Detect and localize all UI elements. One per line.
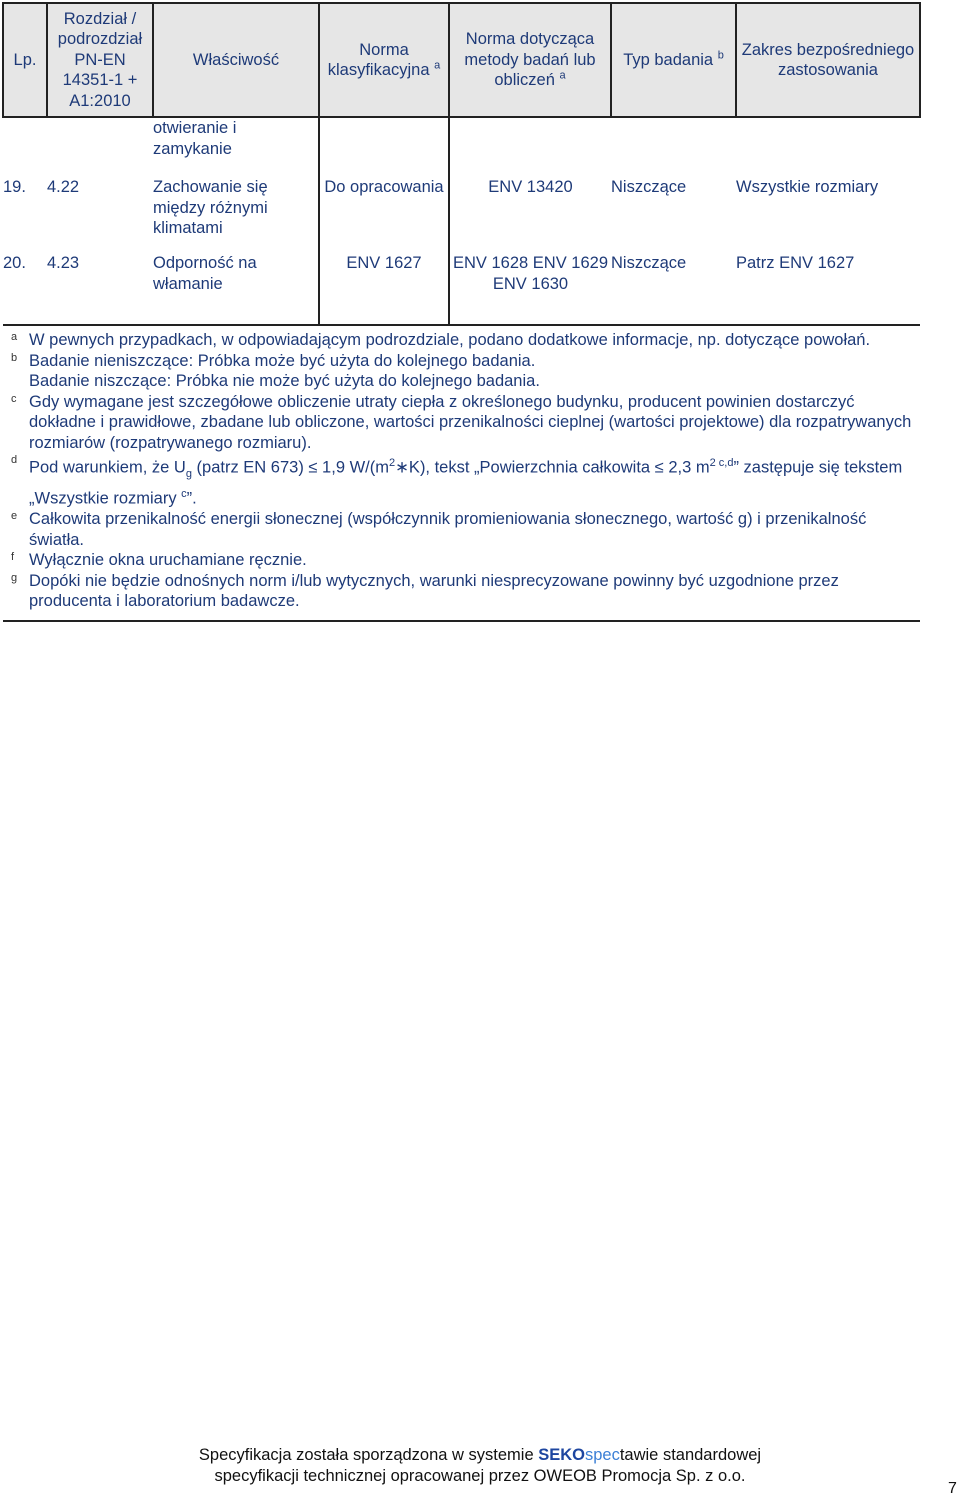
page-footer xyxy=(0,1445,960,1487)
header-lp: Lp. xyxy=(3,3,47,117)
table-row xyxy=(3,253,920,325)
cell-typ-badania: Niszczące xyxy=(611,254,687,272)
cell-zakres: Wszystkie rozmiary xyxy=(736,178,879,196)
cell-lp: 19. xyxy=(3,178,26,196)
header-typ-badania: Typ badania $^b$ xyxy=(611,3,736,117)
cell-lp xyxy=(3,117,47,177)
table-row xyxy=(3,177,920,253)
cell-norma-klasyfikacyjna xyxy=(319,117,449,177)
header-norma-metody: Norma dotycząca metody badań lub obliczeń $^a$ xyxy=(449,3,611,117)
header-rozdzial: Rozdział / podrozdział PN-EN 14351-1 + A1:2010 xyxy=(47,3,153,117)
footnote-a: a W pewnych przypadkach, w odpowiadającym podrozdziale, podano dodatkowe informacje, np. dotyczące powołań. xyxy=(11,331,871,349)
footnote-b: b Badanie nieniszczące: Próbka może być użyta do kolejnego badania. xyxy=(11,351,536,370)
cell-typ-badania xyxy=(611,117,736,177)
cell-rozdzial: 4.23 xyxy=(47,254,80,272)
cell-lp: 20. xyxy=(3,254,26,272)
footnote-c: c Gdy wymagane jest szczegółowe obliczenie utraty ciepła z określonego budynku, producent powinien dostarczyć dokładne i prawidłowe, zbadane lub obliczone, wartości przenikalności cieplnej (wartości projektowe) dla rozpatrywanych rozmiarów (rozpatrywanego rozmiaru). xyxy=(11,392,912,452)
cell-typ-badania: Niszczące xyxy=(611,178,687,196)
header-wlasciwosc: Właściwość xyxy=(153,3,319,117)
footnotes xyxy=(3,325,920,621)
cell-rozdzial: 4.22 xyxy=(47,178,80,196)
cell-norma-klasyfikacyjna: Do opracowania xyxy=(319,177,449,253)
sekospec-logo-part-2: spec xyxy=(584,1446,620,1464)
cell-wlasciwosc: Zachowanie się między różnymi klimatami xyxy=(153,178,268,237)
cell-norma-metody xyxy=(449,117,611,177)
table-header-row xyxy=(3,3,920,117)
header-zakres: Zakres bezpośredniego zastosowania xyxy=(736,3,920,117)
footnotes-row xyxy=(3,325,920,621)
cell-rozdzial xyxy=(47,117,153,177)
specification-table xyxy=(2,2,921,622)
footnote-f: f Wyłącznie okna uruchamiane ręcznie. xyxy=(11,551,307,570)
cell-norma-klasyfikacyjna: ENV 1627 xyxy=(319,253,449,325)
footnote-e: e Całkowita przenikalność energii słonecznej (współczynnik promieniowania słonecznego, wartość g) i przenikalność światła. xyxy=(11,510,867,549)
footer-line-1: Specyfikacja została sporządzona w systemie SEKOspectawie standardowej xyxy=(198,1446,762,1464)
footnote-g: g Dopóki nie będzie odnośnych norm i/lub wytycznych, warunki niesprecyzowane powinny być uzgodnione przez producenta i laboratorium badawcze. xyxy=(11,571,839,611)
cell-wlasciwosc: otwieranie i zamykanie xyxy=(153,119,237,158)
cell-zakres: Patrz ENV 1627 xyxy=(736,254,855,272)
cell-norma-metody: ENV 13420 xyxy=(449,177,611,253)
footnote-b-continued: Badanie niszczące: Próbka nie może być użyta do kolejnego badania. xyxy=(29,372,540,390)
cell-wlasciwosc: Odporność na włamanie xyxy=(153,254,257,293)
cell-norma-metody: ENV 1628 ENV 1629 ENV 1630 xyxy=(449,253,611,325)
table-row xyxy=(3,117,920,177)
footnote-d: d Pod warunkiem, że $U_g$ (patrz EN 673) ≤ 1,9 $W/(m^2∗K)$, tekst „Powierzchnia całkowita ≤ 2,3 $m^{2 c,d}$” zastępuje się tekstem „Wszystkie rozmiary $^c$”. xyxy=(11,454,903,508)
sekospec-logo-part-1: SEKO xyxy=(538,1446,585,1464)
header-norma-klasyfikacyjna: Norma klasyfikacyjna $^a$ xyxy=(319,3,449,117)
cell-zakres xyxy=(736,117,920,177)
footer-line-2: specyfikacji technicznej opracowanej przez OWEOB Promocja Sp. z o.o. xyxy=(214,1467,746,1485)
page-number: 7 xyxy=(948,1480,957,1497)
